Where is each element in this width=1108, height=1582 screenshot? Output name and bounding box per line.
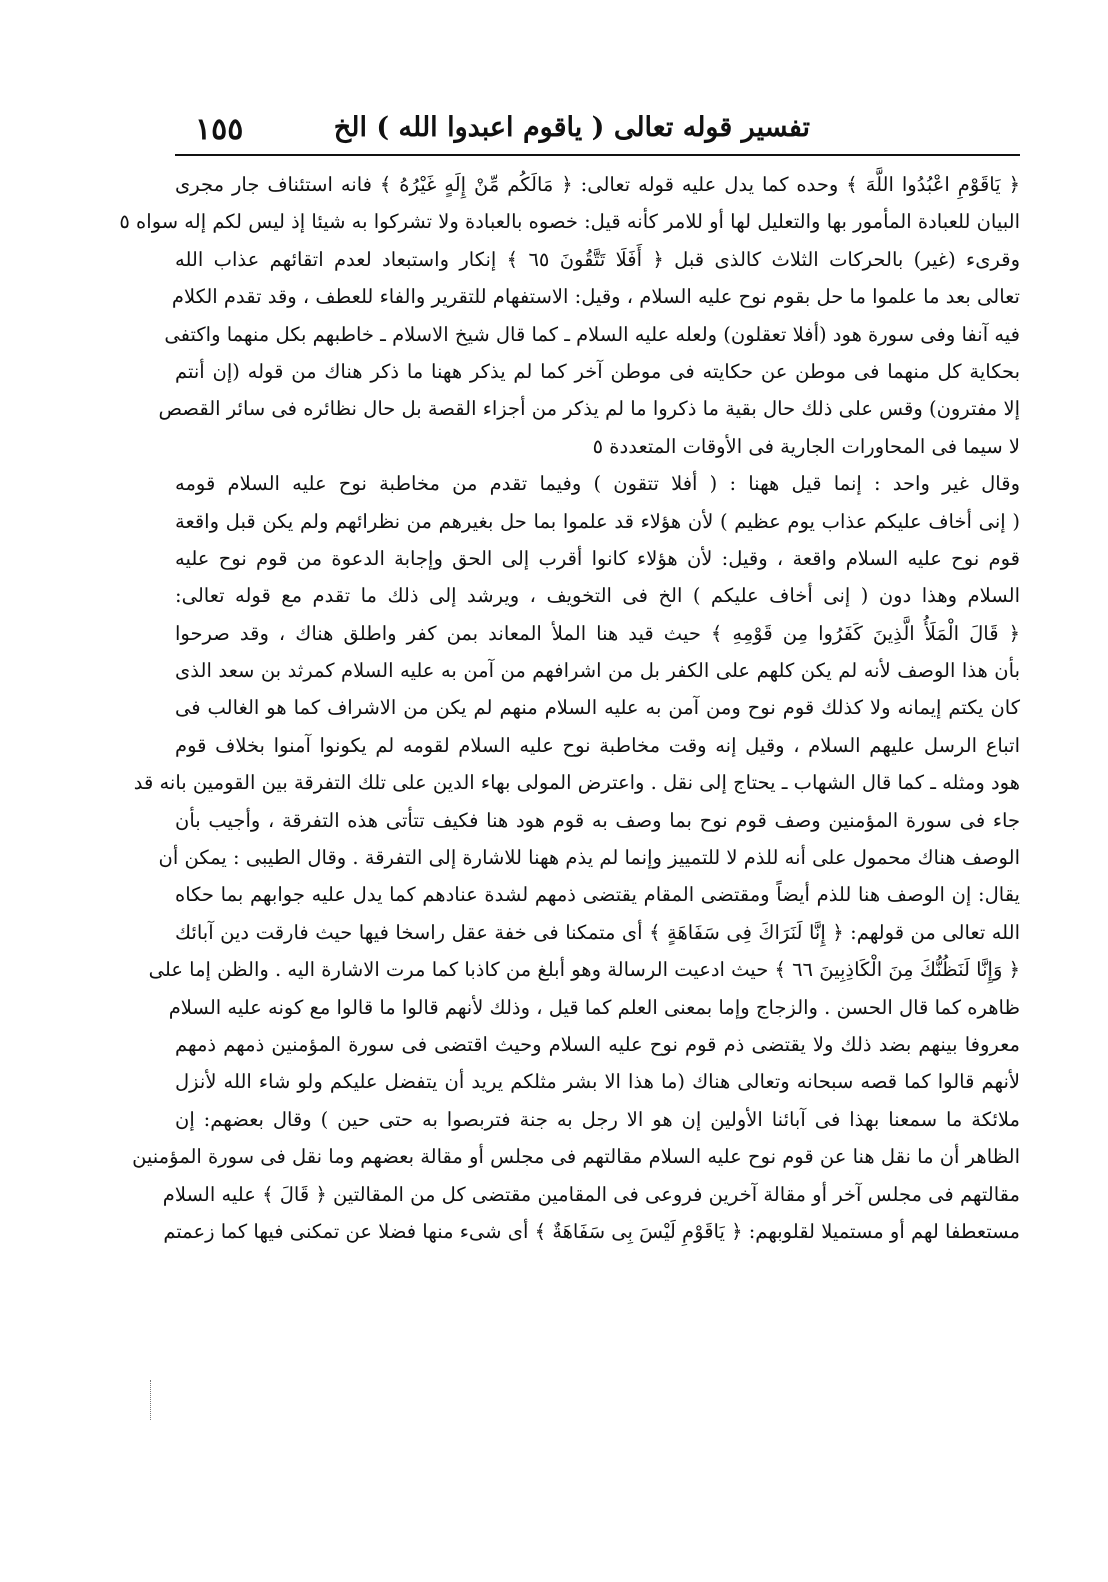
- text-line: معروفا بينهم بضد ذلك ولا يقتضى ذم قوم نوح عليه السلام وحيث اقتضى فى سورة المؤمنين ذمهم ذمهم: [175, 1032, 1020, 1056]
- text-line: ﴿ يَاقَوْمِ اعْبُدُوا اللَّهَ ﴾ وحده كما يدل عليه قوله تعالى: ﴿ مَالَكُم مِّنْ إِلَهٍ غَيْرُهُ ﴾ فانه استئناف جار مجرى: [175, 173, 1020, 196]
- text-line: الوصف هناك محمول على أنه للذم لا للتمييز وإنما لم يذم ههنا للاشارة إلى التفرقة . وقال الطيبى : يمكن أن: [158, 846, 1020, 870]
- text-line: إلا مفترون) وقس على ذلك حال بقية ما ذكروا ما لم يذكر من أجزاء القصة بل حال نظائره فى سائر القصص: [158, 397, 1020, 421]
- text-line: ﴿ وَإِنَّا لَنَظُنُّكَ مِنَ الْكَاذِبِينَ ٦٦ ﴾ حيث ادعيت الرسالة وهو أبلغ من كاذبا كما مرت الاشارة اليه . والظن إما على: [148, 958, 1020, 982]
- text-line: ﴿ قَالَ الْمَلَأُ الَّذِينَ كَفَرُوا مِن قَوْمِهِ ﴾ حيث قيد هنا الملأ المعاند بمن كفر واطلق هناك ، وقد صرحوا: [175, 621, 1020, 645]
- text-line: بأن هذا الوصف لأنه لم يكن كلهم على الكفر بل من اشرافهم من آمن به عليه السلام كمرثد بن سعد الذى: [175, 659, 1020, 683]
- text-line: مستعطفا لهم أو مستميلا لقلوبهم: ﴿ يَاقَوْمِ لَيْسَ بِى سَفَاهَةٌ ﴾ أى شىء منها فضلا عن تمكنى فيها كما زعمتم: [163, 1219, 1020, 1243]
- text-line: البيان للعبادة المأمور بها والتعليل لها أو للامر كأنه قيل: خصوه بالعبادة ولا تشركوا به شيئا إذ ليس لكم إله سواه ٥: [119, 210, 1020, 234]
- text-line: لأنهم قالوا كما قصه سبحانه وتعالى هناك (ما هذا الا بشر مثلكم يريد أن يتفضل عليكم ولو شاء الله لأنزل: [175, 1070, 1020, 1094]
- text-line: جاء فى سورة المؤمنين وصف قوم نوح بما وصف به قوم هود هنا فكيف تتأتى هذه التفرقة ، وأجيب بأن: [175, 808, 1020, 832]
- text-line: ظاهره كما قال الحسن . والزجاج وإما بمعنى العلم كما قيل ، وذلك لأنهم قالوا ما قالوا مع كونه عليه السلام: [168, 995, 1020, 1019]
- text-line: السلام وهذا دون ( إنى أخاف عليكم ) الخ فى التخويف ، ويرشد إلى ذلك ما تقدم مع قوله تعالى:: [175, 584, 1020, 608]
- text-line: فيه آنفا وفى سورة هود (أفلا تعقلون) ولعله عليه السلام ـ كما قال شيخ الاسلام ـ خاطبهم بكل منهما واكتفى: [164, 322, 1020, 346]
- text-line: كان يكتم إيمانه ولا كذلك قوم نوح ومن آمن به عليه السلام منهم لم يكن من الاشراف كما هو الغالب فى: [175, 696, 1020, 720]
- text-line: وقال غير واحد : إنما قيل ههنا : ( أفلا تتقون ) وفيما تقدم من مخاطبة نوح عليه السلام قومه: [175, 472, 1020, 496]
- text-line: اتباع الرسل عليهم السلام ، وقيل إنه وقت مخاطبة نوح عليه السلام لقومه لم يكونوا آمنوا بخلاف قوم: [175, 733, 1020, 757]
- text-line: بحكاية كل منهما فى موطن عن حكايته فى موطن آخر كما لم يذكر ههنا ما ذكر هناك من قوله (إن أنتم: [175, 359, 1020, 383]
- header-rule: [175, 154, 1020, 156]
- text-line: قوم نوح عليه السلام واقعة ، وقيل: لأن هؤلاء كانوا أقرب إلى الحق وإجابة الدعوة من قوم نوح عليه: [175, 546, 1020, 570]
- text-line: لا سيما فى المحاورات الجارية فى الأوقات المتعددة ٥: [592, 434, 1020, 458]
- text-line: مقالتهم فى مجلس آخر أو مقالة آخرين فروعى فى المقامين مقتضى كل من المقالتين ﴿ قَالَ ﴾ عليه السلام: [162, 1182, 1020, 1206]
- page-number: ١٥٥: [195, 112, 244, 147]
- text-line: وقرىء (غير) بالحركات الثلاث كالذى قبل ﴿ أَفَلَا تَتَّقُونَ ٦٥ ﴾ إنكار واستبعاد لعدم اتقائهم عذاب الله: [175, 247, 1020, 271]
- text-line: هود ومثله ـ كما قال الشهاب ـ يحتاج إلى نقل . واعترض المولى بهاء الدين على تلك التفرقة بين القومين بانه قد: [133, 771, 1020, 795]
- margin-speck: [150, 1380, 154, 1420]
- page-header: [175, 112, 1020, 152]
- text-line: الظاهر أن ما نقل هنا عن قوم نوح عليه السلام مقالتهم فى مجلس أو مقالة بعضهم وما نقل فى سورة المؤمنين: [132, 1145, 1020, 1169]
- body-text: [119, 166, 1020, 1250]
- text-line: تعالى بعد ما علموا ما حل بقوم نوح عليه السلام ، وقيل: الاستفهام للتقرير والفاء للعطف ، وقد تقدم الكلام: [171, 285, 1020, 309]
- running-title: تفسير قوله تعالى ( ياقوم اعبدوا الله ) الخ: [333, 112, 810, 143]
- text-line: يقال: إن الوصف هنا للذم أيضاً ومقتضى المقام يقتضى ذمهم لشدة عنادهم كما يدل عليه جوابهم بما حكاه: [175, 883, 1020, 907]
- text-line: ملائكة ما سمعنا بهذا فى آبائنا الأولين إن هو الا رجل به جنة فتربصوا به حتى حين ) وقال بعضهم: إن: [175, 1107, 1020, 1131]
- text-line: ( إنى أخاف عليكم عذاب يوم عظيم ) لأن هؤلاء قد علموا بما حل بغيرهم من نظرائهم ولم يكن قبل واقعة: [175, 509, 1020, 533]
- text-line: الله تعالى من قولهم: ﴿ إِنَّا لَنَرَاكَ فِى سَفَاهَةٍ ﴾ أى متمكنا فى خفة عقل راسخا فيها حيث فارقت دين آبائك: [175, 920, 1020, 944]
